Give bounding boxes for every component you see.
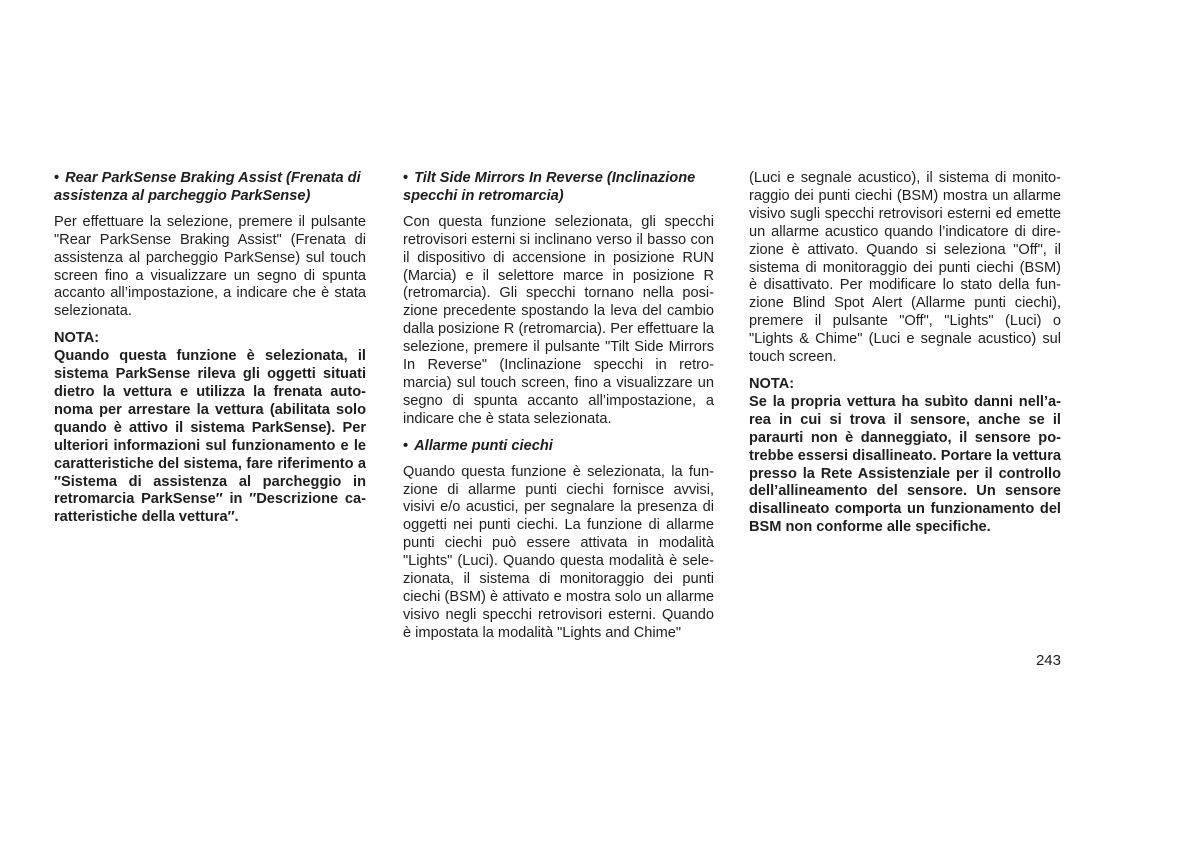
note-text-parksense: Quando questa funzione è selezionata, il sistema ParkSense rileva gli oggetti situati dietro la vettura e utilizza la frenata autonoma per arrestare la vettura (abilitata solo quando è attivo il sistema ParkSense). Per ulteriori informazioni sul funzionamento e le caratteristiche del sistema, fare riferimento a ″Sistema di assistenza al parcheggio in retromarcia ParkSense″ in ″Descrizione caratteristiche della vettura″. bbox=[54, 348, 366, 526]
column-left bbox=[54, 170, 366, 536]
note-label: NOTA: bbox=[749, 375, 795, 392]
paragraph-blind-spot: Quando questa funzione è selezionata, la funzione di allarme punti ciechi fornisce avvisi, visivi e/o acustici, per segnalare la presenza di oggetti nei punti ciechi. La funzione di allarme punti ciechi può essere attivata in modalità "Lights" (Luci). Quando questa modalità è selezionata, il sistema di monitoraggio dei punti ciechi (BSM) è attivato e mostra solo un allarme visivo negli specchi retrovisori esterni. Quando è impostata la modalità "Lights and Chime" bbox=[403, 463, 714, 641]
paragraph-blind-spot-continued: (Luci e segnale acustico), il sistema di monitoraggio dei punti ciechi (BSM) mostra un allarme visivo sugli specchi retrovisori esterni ed emette un allarme acustico quando l’indicatore di direzione è attivato. Quando si seleziona "Off", il sistema di monitoraggio dei punti ciechi (BSM) è disattivato. Per modificare lo stato della funzione Blind Spot Alert (Allarme punti ciechi), premere il pulsante "Off", "Lights" (Luci) o "Lights & Chime" (Luci e segnale acustico) sul touch screen. bbox=[749, 170, 1061, 366]
bullet-icon: • bbox=[403, 437, 409, 454]
column-right bbox=[749, 170, 1061, 546]
paragraph-rear-parksense: Per effettuare la selezione, premere il pulsante "Rear ParkSense Braking Assist" (Frenata di assistenza al parcheggio ParkSense) sul touch screen fino a visualizzare un segno di spunta accanto all’impostazione, a indicare che è stata selezionata. bbox=[54, 213, 366, 320]
page-number: 243 bbox=[1035, 652, 1061, 669]
note-label: NOTA: bbox=[54, 330, 100, 347]
bullet-icon: • bbox=[54, 170, 60, 186]
bullet-heading-rear-parksense: • Rear ParkSense Braking Assist (Frenata di assistenza al parcheggio ParkSense) bbox=[54, 170, 361, 204]
bullet-heading-blind-spot: • Allarme punti ciechi bbox=[403, 437, 553, 454]
paragraph-tilt-mirrors: Con questa funzione selezionata, gli specchi retrovisori esterni si inclinano verso il basso con il dispositivo di accensione in posizione RUN (Marcia) e il selettore marce in posizione R (retromarcia). Gli specchi tornano nella posizione precedente spostando la leva del cambio dalla posizione R (retromarcia). Per effettuare la selezione, premere il pulsante "Tilt Side Mirrors In Reverse" (Inclinazione specchi in retromarcia) sul touch screen, fino a visualizzare un segno di spunta accanto all’impostazione, a indicare che è stata selezionata. bbox=[403, 213, 714, 427]
bullet-heading-tilt-mirrors: • Tilt Side Mirrors In Reverse (Inclinazione specchi in retromarcia) bbox=[403, 170, 696, 204]
column-middle bbox=[403, 170, 714, 652]
note-text-sensor: Se la propria vettura ha subìto danni nell’area in cui si trova il sensore, anche se il paraurti non è danneggiato, il sensore potrebbe essersi disallineato. Portare la vettura presso la Rete Assistenziale per il controllo dell’allineamento del sensore. Un sensore disallineato comporta un funzionamento del BSM non conforme alle specifiche. bbox=[749, 393, 1061, 536]
bullet-icon: • bbox=[403, 170, 409, 186]
